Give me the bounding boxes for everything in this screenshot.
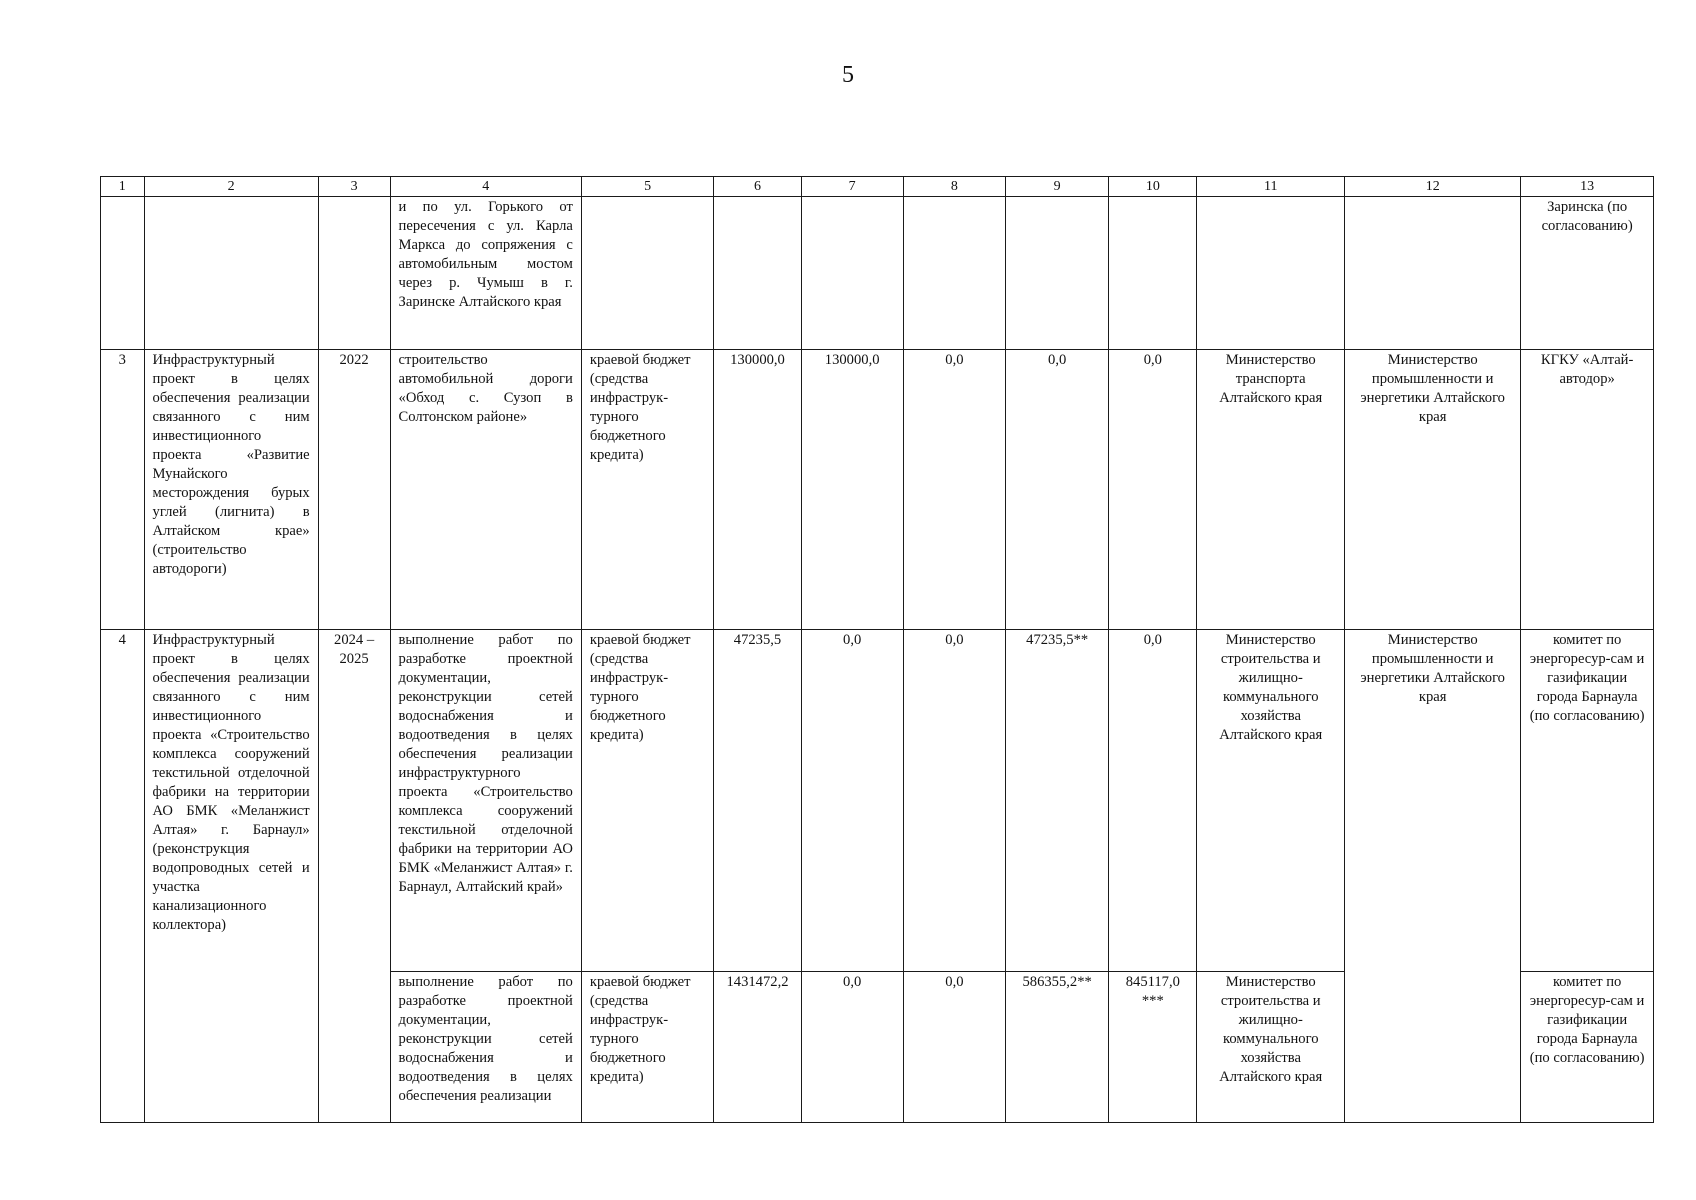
amount-col8: 0,0 bbox=[903, 630, 1005, 972]
column-number-row bbox=[101, 177, 1654, 197]
continued-work-description: и по ул. Горького от пересечения с ул. Карла Маркса до сопряжения с автомобильным мостом через р. Чумыш в г. Заринске Алтайского края bbox=[390, 197, 581, 350]
header-cell: 8 bbox=[903, 177, 1005, 197]
investment-projects-table bbox=[100, 176, 1654, 1123]
funding-source: краевой бюджет (средства инфраструк-турного бюджетного кредита) bbox=[581, 972, 714, 1123]
header-cell: 6 bbox=[714, 177, 801, 197]
responsible-ministry: Министерство строительства и жилищно-коммунального хозяйства Алтайского края bbox=[1197, 630, 1345, 972]
funding-source: краевой бюджет (средства инфраструк-турного бюджетного кредита) bbox=[581, 630, 714, 972]
amount-col10: 845117,0 *** bbox=[1109, 972, 1197, 1123]
header-cell: 12 bbox=[1345, 177, 1521, 197]
header-cell: 4 bbox=[390, 177, 581, 197]
responsible-ministry: Министерство транспорта Алтайского края bbox=[1197, 350, 1345, 630]
header-cell: 11 bbox=[1197, 177, 1345, 197]
amount-col8: 0,0 bbox=[903, 972, 1005, 1123]
table-row bbox=[101, 630, 1654, 972]
continued-executor: Заринска (по согласованию) bbox=[1521, 197, 1654, 350]
amount-total: 130000,0 bbox=[714, 350, 801, 630]
amount-col7: 0,0 bbox=[801, 972, 903, 1123]
coordinating-ministry: Министерство промышленности и энергетики Алтайского края bbox=[1345, 630, 1521, 1123]
amount-total: 1431472,2 bbox=[714, 972, 801, 1123]
header-cell: 1 bbox=[101, 177, 145, 197]
header-cell: 3 bbox=[318, 177, 390, 197]
executor: комитет по энергоресур-сам и газификации города Барнаула (по согласованию) bbox=[1521, 630, 1654, 972]
work-description: строительство автомобильной дороги «Обход с. Сузоп в Солтонском районе» bbox=[390, 350, 581, 630]
page-number: 5 bbox=[842, 62, 854, 88]
table-row bbox=[101, 350, 1654, 630]
header-cell: 9 bbox=[1006, 177, 1109, 197]
amount-col9: 0,0 bbox=[1006, 350, 1109, 630]
work-description: выполнение работ по разработке проектной документации, реконструкции сетей водоснабжения и водоотведения в целях обеспечения реализации bbox=[390, 972, 581, 1123]
amount-total: 47235,5 bbox=[714, 630, 801, 972]
amount-col7: 130000,0 bbox=[801, 350, 903, 630]
responsible-ministry: Министерство строительства и жилищно-коммунального хозяйства Алтайского края bbox=[1197, 972, 1345, 1123]
amount-col7: 0,0 bbox=[801, 630, 903, 972]
project-name: Инфраструктурный проект в целях обеспечения реализации связанного с ним инвестиционного проекта «Строительство комплекса сооружений текстильной отделочной фабрики на территории АО БМК «Меланжист Алтая» г. Барнаул» (реконструкция водопроводных сетей и участка канализационного коллектора) bbox=[144, 630, 318, 1123]
amount-col8: 0,0 bbox=[903, 350, 1005, 630]
row-number: 4 bbox=[101, 630, 145, 1123]
header-cell: 7 bbox=[801, 177, 903, 197]
amount-col9: 586355,2** bbox=[1006, 972, 1109, 1123]
coordinating-ministry: Министерство промышленности и энергетики Алтайского края bbox=[1345, 350, 1521, 630]
continued-row bbox=[101, 197, 1654, 350]
project-year: 2024 – 2025 bbox=[318, 630, 390, 1123]
project-year: 2022 bbox=[318, 350, 390, 630]
executor: КГКУ «Алтай-автодор» bbox=[1521, 350, 1654, 630]
header-cell: 5 bbox=[581, 177, 714, 197]
header-cell: 2 bbox=[144, 177, 318, 197]
amount-col10: 0,0 bbox=[1109, 350, 1197, 630]
executor: комитет по энергоресур-сам и газификации города Барнаула (по согласованию) bbox=[1521, 972, 1654, 1123]
work-description: выполнение работ по разработке проектной документации, реконструкции сетей водоснабжения и водоотведения в целях обеспечения реализации инфраструктурного проекта «Строительство комплекса сооружений текстильной отделочной фабрики на территории АО БМК «Меланжист Алтая» г. Барнаул, Алтайский край» bbox=[390, 630, 581, 972]
funding-source: краевой бюджет (средства инфраструк-турного бюджетного кредита) bbox=[581, 350, 714, 630]
header-cell: 13 bbox=[1521, 177, 1654, 197]
header-cell: 10 bbox=[1109, 177, 1197, 197]
amount-col9: 47235,5** bbox=[1006, 630, 1109, 972]
project-name: Инфраструктурный проект в целях обеспечения реализации связанного с ним инвестиционного проекта «Развитие Мунайского месторождения бурых углей (лигнита) в Алтайском крае» (строительство автодороги) bbox=[144, 350, 318, 630]
amount-col10: 0,0 bbox=[1109, 630, 1197, 972]
row-number: 3 bbox=[101, 350, 145, 630]
